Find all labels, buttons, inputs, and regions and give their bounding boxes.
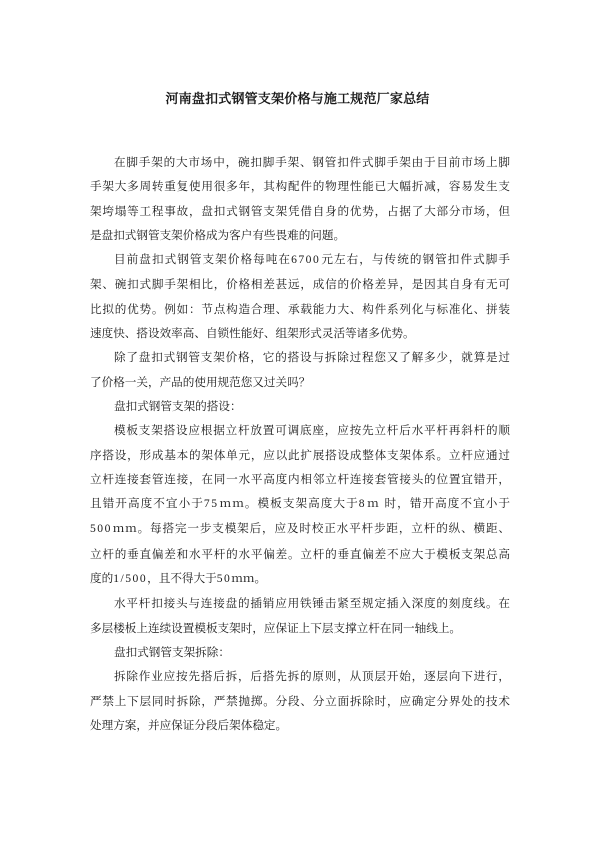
text-line: 手架大多周转重复使用很多年，其构配件的物理性能已大幅折减，容易发生支 (90, 179, 510, 194)
text-line: 立杆的垂直偏差和水平杆的水平偏差。立杆的垂直偏差不应大于模板支架总高 (90, 546, 510, 561)
text-line: 500ｍｍ。每搭完一步支模架后，应及时校正水平杆步距，立杆的纵、横距、 (90, 521, 510, 536)
text-line: 立杆连接套管连接，在同一水平高度内相邻立杆连接套管接头的位置宜错开， (90, 471, 510, 486)
text-line: 速度快、搭设效率高、自锁性能好、组架形式灵活等诸多优势。 (90, 326, 415, 341)
document-body (90, 150, 510, 737)
text-line: 度的1/500，且不得大于50ｍｍ。 (90, 571, 267, 586)
page-title: 河南盘扣式钢管支架价格与施工规范厂家总结 (165, 92, 430, 107)
text-line: 且错开高度不宜小于75ｍｍ。模板支架高度大于8ｍ 时，错开高度不宜小于 (90, 496, 510, 511)
paragraph (90, 150, 510, 247)
text-line: 在脚手架的大市场中，碗扣脚手架、钢管扣件式脚手架由于目前市场上脚 (114, 155, 510, 169)
text-line: 架、碗扣式脚手架相比，价格相差甚远，成信的价格差异，是因其自身有无可 (90, 277, 510, 292)
paragraph (90, 591, 510, 640)
text-line: 目前盘扣式钢管支架价格每吨在6700元左右，与传统的钢管扣件式脚手 (114, 252, 510, 267)
text-line: 序搭设，形成基本的架体单元，应以此扩展搭设成整体支架体系。立杆应通过 (90, 447, 510, 462)
paragraph (90, 418, 510, 591)
text-line: 水平杆扣接头与连接盘的插销应用铁锤击紧至规定插入深度的刻度线。在 (114, 596, 510, 611)
text-line: 是盘扣式钢管支架价格成为客户有些畏难的问题。 (90, 227, 346, 242)
text-line: 架垮塌等工程事故，盘扣式钢管支架凭借自身的优势，占据了大部分市场，但 (90, 203, 510, 218)
text-line: 盘扣式钢管支架拆除： (114, 644, 230, 659)
paragraph (90, 664, 510, 737)
text-line: 除了盘扣式钢管支架价格，它的搭设与拆除过程您又了解多少，就算是过 (114, 350, 510, 365)
text-line: 拆除作业应按先搭后拆，后搭先拆的原则，从顶层开始，逐层向下进行， (114, 669, 510, 684)
text-line: 比拟的优势。例如：节点构造合理、承载能力大、构件系列化与标准化、拼装 (90, 301, 510, 316)
text-line: 严禁上下层同时拆除，严禁抛掷。分段、分立面拆除时，应确定分界处的技术 (90, 693, 510, 708)
paragraph (90, 345, 510, 394)
text-line: 模板支架搭设应根据立杆放置可调底座，应按先立杆后水平杆再斜杆的顺 (114, 423, 510, 438)
section-heading (90, 394, 510, 418)
text-line: 了价格一关，产品的使用规范您又过关吗？ (90, 374, 311, 389)
text-line: 盘扣式钢管支架的搭设： (114, 398, 242, 413)
paragraph (90, 247, 510, 345)
text-line: 多层楼板上连续设置模板支架时，应保证上下层支撑立杆在同一轴线上。 (90, 620, 462, 635)
text-line: 处理方案，并应保证分段后架体稳定。 (90, 717, 288, 732)
section-heading (90, 640, 510, 664)
